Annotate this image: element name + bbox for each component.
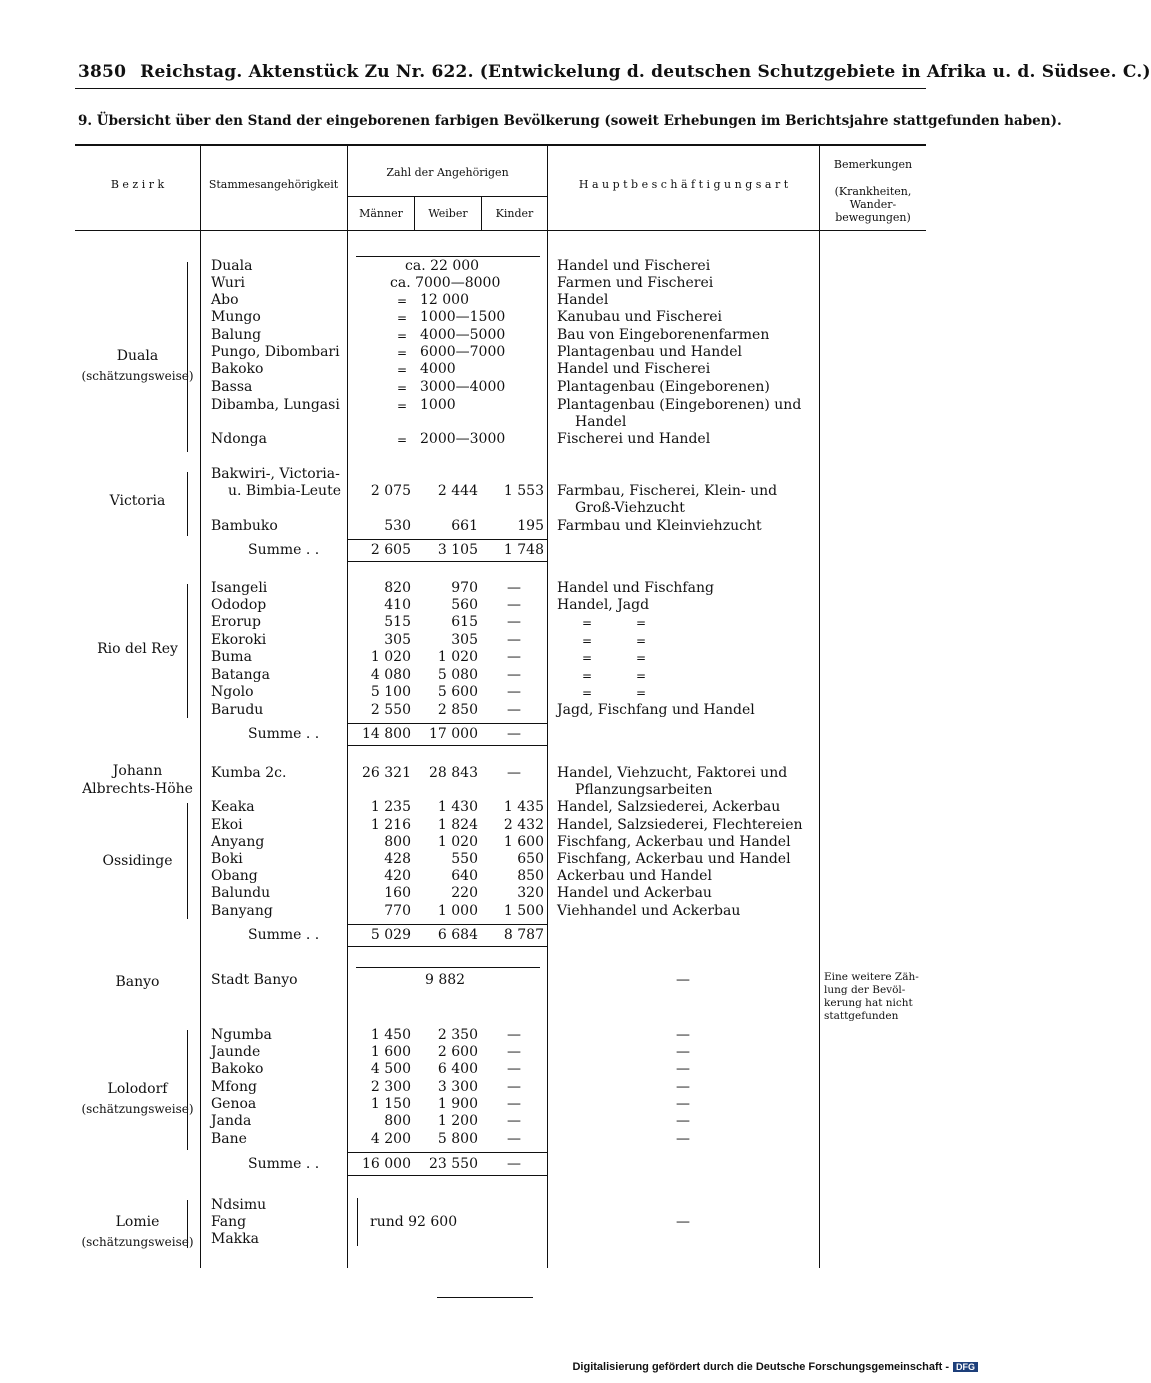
bezirk-johann: Johann bbox=[112, 763, 163, 779]
rio-w-8: 2 850 bbox=[437, 702, 478, 718]
bezirk-rio: Rio del Rey bbox=[97, 641, 178, 657]
oss-k-6: 320 bbox=[517, 885, 544, 901]
duala-value-7: 4000 bbox=[420, 361, 456, 377]
lol-w-4: 3 300 bbox=[437, 1079, 478, 1095]
brace-lomie-value bbox=[357, 1198, 358, 1246]
col-stamm: Stammesangehörigkeit bbox=[208, 178, 339, 191]
lol-w-3: 6 400 bbox=[437, 1061, 478, 1077]
lol-stamm-5: Genoa bbox=[211, 1096, 257, 1112]
duala-value-2: ca. 7000—8000 bbox=[390, 275, 501, 291]
brace-rio bbox=[187, 584, 188, 718]
ditto-mark: = bbox=[636, 669, 647, 683]
duala-stamm-6: Pungo, Dibombari bbox=[211, 344, 340, 360]
oss-haupt-3: Fischfang, Ackerbau und Handel bbox=[557, 834, 791, 850]
dash: — bbox=[676, 1214, 690, 1230]
bezirk-lolodorf-note: (schätzungsweise) bbox=[81, 1102, 194, 1116]
victoria-sum-m: 2 605 bbox=[370, 542, 411, 558]
ditto-mark: = bbox=[397, 363, 408, 377]
banyo-value: 9 882 bbox=[425, 972, 466, 988]
rio-stamm-6: Batanga bbox=[211, 667, 270, 683]
duala-value-9: 1000 bbox=[420, 397, 456, 413]
victoria-haupt-2: Farmbau und Kleinviehzucht bbox=[557, 518, 762, 534]
footer-text: Digitalisierung gefördert durch die Deutsche Forschungsgemeinschaft - bbox=[572, 1361, 949, 1373]
oss-stamm-7: Banyang bbox=[211, 903, 273, 919]
oss-w-2: 1 824 bbox=[437, 817, 478, 833]
oss-stamm-3: Anyang bbox=[211, 834, 265, 850]
banyo-remark-3: kerung hat nicht bbox=[824, 997, 913, 1009]
lol-w-5: 1 900 bbox=[437, 1096, 478, 1112]
sum-rule bbox=[348, 1152, 547, 1153]
ditto-mark: = bbox=[582, 634, 593, 648]
dash: — bbox=[507, 765, 521, 781]
banyo-stamm: Stadt Banyo bbox=[211, 972, 298, 988]
oss-w-6: 220 bbox=[451, 885, 478, 901]
oss-w-3: 1 020 bbox=[437, 834, 478, 850]
lol-stamm-3: Bakoko bbox=[211, 1061, 264, 1077]
ditto-mark: = bbox=[636, 616, 647, 630]
rio-stamm-2: Ododop bbox=[211, 597, 267, 613]
ditto-mark: = bbox=[582, 686, 593, 700]
summe-label: Summe . . bbox=[248, 726, 320, 742]
victoria-haupt-1b: Groß-Viehzucht bbox=[575, 500, 685, 516]
col-bezirk: B e z i r k bbox=[110, 178, 165, 191]
johann-m: 26 321 bbox=[362, 765, 411, 781]
dash: — bbox=[676, 1044, 690, 1060]
duala-stamm-8: Bassa bbox=[211, 379, 253, 395]
col-zahl: Zahl der Angehörigen bbox=[386, 166, 509, 179]
oss-k-5: 850 bbox=[517, 868, 544, 884]
dash: — bbox=[676, 1113, 690, 1129]
ditto-mark: = bbox=[636, 634, 647, 648]
rio-w-7: 5 600 bbox=[437, 684, 478, 700]
ditto-mark: = bbox=[636, 651, 647, 665]
ditto-mark: = bbox=[397, 381, 408, 395]
victoria-m-1: 2 075 bbox=[370, 483, 411, 499]
col-maenner: Männer bbox=[359, 207, 403, 220]
bezirk-victoria: Victoria bbox=[109, 493, 166, 509]
lol-m-5: 1 150 bbox=[370, 1096, 411, 1112]
duala-value-bracket bbox=[356, 256, 540, 257]
rio-haupt-2: Handel, Jagd bbox=[557, 597, 650, 613]
dash: — bbox=[507, 1096, 521, 1112]
lomie-stamm-1: Ndsimu bbox=[211, 1197, 267, 1213]
duala-stamm-3: Abo bbox=[211, 292, 239, 308]
rio-m-7: 5 100 bbox=[370, 684, 411, 700]
rio-stamm-8: Barudu bbox=[211, 702, 264, 718]
dash: — bbox=[507, 702, 521, 718]
duala-haupt-2: Farmen und Fischerei bbox=[557, 275, 714, 291]
brace-lolodorf bbox=[187, 1030, 188, 1150]
oss-stamm-6: Balundu bbox=[211, 885, 271, 901]
lol-stamm-7: Bane bbox=[211, 1131, 247, 1147]
col-bem-4: bewegungen) bbox=[835, 211, 911, 224]
lomie-value: rund 92 600 bbox=[370, 1214, 458, 1230]
dash: — bbox=[507, 632, 521, 648]
duala-value-5: 4000—5000 bbox=[420, 327, 506, 343]
rio-m-2: 410 bbox=[384, 597, 411, 613]
ditto-mark: = bbox=[582, 616, 593, 630]
bezirk-johann-2: Albrechts-Höhe bbox=[82, 781, 193, 797]
lol-sum-m: 16 000 bbox=[362, 1156, 411, 1172]
bezirk-lomie-note: (schätzungsweise) bbox=[81, 1235, 194, 1249]
rio-w-6: 5 080 bbox=[437, 667, 478, 683]
lomie-stamm-3: Makka bbox=[211, 1231, 259, 1247]
ditto-mark: = bbox=[397, 346, 408, 360]
ditto-mark: = bbox=[397, 311, 408, 325]
lol-stamm-4: Mfong bbox=[211, 1079, 257, 1095]
rio-stamm-1: Isangeli bbox=[211, 580, 268, 596]
ditto-mark: = bbox=[397, 399, 408, 413]
dash: — bbox=[507, 1113, 521, 1129]
banyo-value-bracket bbox=[356, 967, 540, 968]
oss-m-4: 428 bbox=[384, 851, 411, 867]
rio-sum-m: 14 800 bbox=[362, 726, 411, 742]
oss-sum-w: 6 684 bbox=[437, 927, 478, 943]
duala-haupt-7: Handel und Fischerei bbox=[557, 361, 711, 377]
oss-w-7: 1 000 bbox=[437, 903, 478, 919]
sum-rule bbox=[348, 1175, 547, 1176]
johann-haupt: Handel, Viehzucht, Faktorei und bbox=[557, 765, 788, 781]
duala-haupt-4: Kanubau und Fischerei bbox=[557, 309, 723, 325]
brace-lomie bbox=[187, 1200, 188, 1248]
col-haupt: H a u p t b e s c h ä f t i g u n g s a r t bbox=[578, 178, 789, 191]
oss-sum-m: 5 029 bbox=[370, 927, 411, 943]
duala-value-1: ca. 22 000 bbox=[405, 258, 480, 274]
oss-k-7: 1 500 bbox=[503, 903, 544, 919]
dash: — bbox=[507, 1156, 521, 1172]
rio-haupt-8: Jagd, Fischfang und Handel bbox=[557, 702, 755, 718]
bezirk-lomie: Lomie bbox=[115, 1214, 160, 1230]
dash: — bbox=[676, 1027, 690, 1043]
ditto-mark: = bbox=[582, 669, 593, 683]
summe-label: Summe . . bbox=[248, 542, 320, 558]
ditto-mark: = bbox=[397, 294, 408, 308]
oss-m-1: 1 235 bbox=[370, 799, 411, 815]
oss-k-3: 1 600 bbox=[503, 834, 544, 850]
lol-m-7: 4 200 bbox=[370, 1131, 411, 1147]
bezirk-duala: Duala bbox=[116, 348, 159, 364]
duala-haupt-10: Fischerei und Handel bbox=[557, 431, 711, 447]
rio-w-1: 970 bbox=[451, 580, 478, 596]
lol-m-6: 800 bbox=[384, 1113, 411, 1129]
col-divider-1 bbox=[200, 144, 201, 1268]
footer bbox=[572, 1361, 978, 1373]
dash: — bbox=[676, 1061, 690, 1077]
bezirk-ossidinge: Ossidinge bbox=[102, 853, 173, 869]
sum-rule bbox=[348, 946, 547, 947]
lol-w-2: 2 600 bbox=[437, 1044, 478, 1060]
bezirk-lolodorf: Lolodorf bbox=[107, 1081, 168, 1097]
duala-stamm-4: Mungo bbox=[211, 309, 261, 325]
duala-haupt-6: Plantagenbau und Handel bbox=[557, 344, 743, 360]
oss-m-3: 800 bbox=[384, 834, 411, 850]
duala-stamm-1: Duala bbox=[211, 258, 253, 274]
oss-stamm-1: Keaka bbox=[211, 799, 255, 815]
rio-m-1: 820 bbox=[384, 580, 411, 596]
sum-rule bbox=[348, 561, 547, 562]
oss-haupt-4: Fischfang, Ackerbau und Handel bbox=[557, 851, 791, 867]
oss-m-6: 160 bbox=[384, 885, 411, 901]
dash: — bbox=[507, 726, 521, 742]
end-rule bbox=[437, 1297, 533, 1298]
sum-rule bbox=[348, 924, 547, 925]
duala-value-6: 6000—7000 bbox=[420, 344, 506, 360]
oss-haupt-7: Viehhandel und Ackerbau bbox=[557, 903, 741, 919]
dash: — bbox=[507, 1061, 521, 1077]
col-bem-3: Wander- bbox=[849, 198, 897, 211]
duala-haupt-5: Bau von Eingeborenenfarmen bbox=[557, 327, 770, 343]
lol-w-6: 1 200 bbox=[437, 1113, 478, 1129]
dash: — bbox=[676, 1131, 690, 1147]
dash: — bbox=[507, 614, 521, 630]
oss-k-4: 650 bbox=[517, 851, 544, 867]
victoria-stamm-1b: u. Bimbia-Leute bbox=[228, 483, 341, 499]
header-rule bbox=[75, 88, 926, 89]
lol-stamm-6: Janda bbox=[211, 1113, 252, 1129]
duala-haupt-9b: Handel bbox=[575, 414, 627, 430]
duala-haupt-8: Plantagenbau (Eingeborenen) bbox=[557, 379, 770, 395]
col-divider-3 bbox=[547, 144, 548, 1268]
duala-value-3: 12 000 bbox=[420, 292, 469, 308]
dash: — bbox=[507, 684, 521, 700]
col-divider-4 bbox=[819, 144, 820, 1268]
dash: — bbox=[507, 597, 521, 613]
victoria-w-1: 2 444 bbox=[437, 483, 478, 499]
banyo-remark-2: lung der Bevöl- bbox=[824, 984, 906, 996]
johann-haupt-b: Pflanzungsarbeiten bbox=[575, 782, 713, 798]
duala-stamm-5: Balung bbox=[211, 327, 262, 343]
duala-stamm-2: Wuri bbox=[211, 275, 246, 291]
brace-duala bbox=[187, 262, 188, 452]
col-bem-2: (Krankheiten, bbox=[834, 185, 912, 198]
oss-haupt-1: Handel, Salzsiederei, Ackerbau bbox=[557, 799, 781, 815]
dash: — bbox=[507, 649, 521, 665]
johann-stamm: Kumba 2c. bbox=[211, 765, 287, 781]
brace-victoria bbox=[187, 472, 188, 536]
sum-rule bbox=[348, 723, 547, 724]
rio-m-5: 1 020 bbox=[370, 649, 411, 665]
brace-ossidinge bbox=[187, 803, 188, 919]
oss-k-1: 1 435 bbox=[503, 799, 544, 815]
rio-w-2: 560 bbox=[451, 597, 478, 613]
ditto-mark: = bbox=[397, 329, 408, 343]
duala-haupt-9: Plantagenbau (Eingeborenen) und bbox=[557, 397, 802, 413]
lomie-stamm-2: Fang bbox=[211, 1214, 247, 1230]
victoria-haupt-1: Farmbau, Fischerei, Klein- und bbox=[557, 483, 778, 499]
page-header bbox=[78, 62, 1151, 82]
dash: — bbox=[676, 1079, 690, 1095]
rio-m-8: 2 550 bbox=[370, 702, 411, 718]
duala-stamm-9: Dibamba, Lungasi bbox=[211, 397, 340, 413]
table-head-rule bbox=[75, 230, 926, 231]
table-top-rule bbox=[75, 144, 926, 146]
lol-m-4: 2 300 bbox=[370, 1079, 411, 1095]
ditto-mark: = bbox=[397, 433, 408, 447]
dash: — bbox=[507, 580, 521, 596]
oss-sum-k: 8 787 bbox=[503, 927, 544, 943]
lol-m-1: 1 450 bbox=[370, 1027, 411, 1043]
col-bem-1: Bemerkungen bbox=[833, 158, 913, 171]
duala-haupt-1: Handel und Fischerei bbox=[557, 258, 711, 274]
victoria-stamm-2: Bambuko bbox=[211, 518, 278, 534]
dash: — bbox=[676, 1096, 690, 1112]
victoria-sum-k: 1 748 bbox=[503, 542, 544, 558]
victoria-sum-w: 3 105 bbox=[437, 542, 478, 558]
oss-stamm-5: Obang bbox=[211, 868, 258, 884]
rio-stamm-7: Ngolo bbox=[211, 684, 254, 700]
duala-stamm-7: Bakoko bbox=[211, 361, 264, 377]
table-title: 9. Übersicht über den Stand der eingeborenen farbigen Bevölkerung (soweit Erhebungen im Berichtsjahre stattgefunden haben). bbox=[78, 113, 1062, 129]
victoria-w-2: 661 bbox=[451, 518, 478, 534]
summe-label: Summe . . bbox=[248, 927, 320, 943]
lol-stamm-2: Jaunde bbox=[211, 1044, 261, 1060]
rio-w-3: 615 bbox=[451, 614, 478, 630]
col-weiber: Weiber bbox=[428, 207, 468, 220]
rio-m-3: 515 bbox=[384, 614, 411, 630]
rio-w-4: 305 bbox=[451, 632, 478, 648]
johann-w: 28 843 bbox=[429, 765, 478, 781]
duala-value-4: 1000—1500 bbox=[420, 309, 506, 325]
oss-m-7: 770 bbox=[384, 903, 411, 919]
dash: — bbox=[676, 972, 690, 988]
oss-w-1: 1 430 bbox=[437, 799, 478, 815]
ditto-mark: = bbox=[636, 686, 647, 700]
rio-m-6: 4 080 bbox=[370, 667, 411, 683]
dash: — bbox=[507, 667, 521, 683]
rio-m-4: 305 bbox=[384, 632, 411, 648]
oss-stamm-4: Boki bbox=[211, 851, 243, 867]
zahl-sub-rule bbox=[348, 196, 547, 197]
victoria-k-2: 195 bbox=[517, 518, 544, 534]
oss-haupt-2: Handel, Salzsiederei, Flechtereien bbox=[557, 817, 803, 833]
lol-sum-w: 23 550 bbox=[429, 1156, 478, 1172]
dash: — bbox=[507, 1044, 521, 1060]
oss-stamm-2: Ekoi bbox=[211, 817, 243, 833]
oss-w-4: 550 bbox=[451, 851, 478, 867]
sum-rule bbox=[348, 539, 547, 540]
banyo-remark-4: stattgefunden bbox=[824, 1010, 899, 1022]
rio-stamm-5: Buma bbox=[211, 649, 252, 665]
bezirk-banyo: Banyo bbox=[115, 974, 160, 990]
oss-m-2: 1 216 bbox=[370, 817, 411, 833]
victoria-stamm-1: Bakwiri-, Victoria- bbox=[211, 466, 340, 482]
oss-haupt-5: Ackerbau und Handel bbox=[557, 868, 712, 884]
rio-sum-w: 17 000 bbox=[429, 726, 478, 742]
rio-stamm-3: Erorup bbox=[211, 614, 262, 630]
lol-w-7: 5 800 bbox=[437, 1131, 478, 1147]
duala-haupt-3: Handel bbox=[557, 292, 609, 308]
col-kinder: Kinder bbox=[495, 207, 534, 220]
bezirk-duala-note: (schätzungsweise) bbox=[81, 369, 194, 383]
lol-m-2: 1 600 bbox=[370, 1044, 411, 1060]
page-number: 3850 bbox=[78, 62, 127, 82]
sum-rule bbox=[348, 745, 547, 746]
rio-stamm-4: Ekoroki bbox=[211, 632, 267, 648]
lol-stamm-1: Ngumba bbox=[211, 1027, 272, 1043]
summe-label: Summe . . bbox=[248, 1156, 320, 1172]
rio-w-5: 1 020 bbox=[437, 649, 478, 665]
oss-haupt-6: Handel und Ackerbau bbox=[557, 885, 712, 901]
lol-m-3: 4 500 bbox=[370, 1061, 411, 1077]
duala-value-8: 3000—4000 bbox=[420, 379, 506, 395]
dash: — bbox=[507, 1027, 521, 1043]
dash: — bbox=[507, 1131, 521, 1147]
lol-w-1: 2 350 bbox=[437, 1027, 478, 1043]
ditto-mark: = bbox=[582, 651, 593, 665]
victoria-m-2: 530 bbox=[384, 518, 411, 534]
rio-haupt-1: Handel und Fischfang bbox=[557, 580, 714, 596]
duala-stamm-10: Ndonga bbox=[211, 431, 267, 447]
victoria-k-1: 1 553 bbox=[503, 483, 544, 499]
oss-w-5: 640 bbox=[451, 868, 478, 884]
header-title: Reichstag. Aktenstück Zu Nr. 622. (Entwickelung d. deutschen Schutzgebiete in Afrika u. d. Südsee. C.) bbox=[140, 62, 1151, 82]
duala-value-10: 2000—3000 bbox=[420, 431, 506, 447]
oss-k-2: 2 432 bbox=[503, 817, 544, 833]
oss-m-5: 420 bbox=[384, 868, 411, 884]
banyo-remark-1: Eine weitere Zäh- bbox=[824, 971, 919, 983]
dash: — bbox=[507, 1079, 521, 1095]
dfg-logo: DFG bbox=[953, 1362, 978, 1372]
